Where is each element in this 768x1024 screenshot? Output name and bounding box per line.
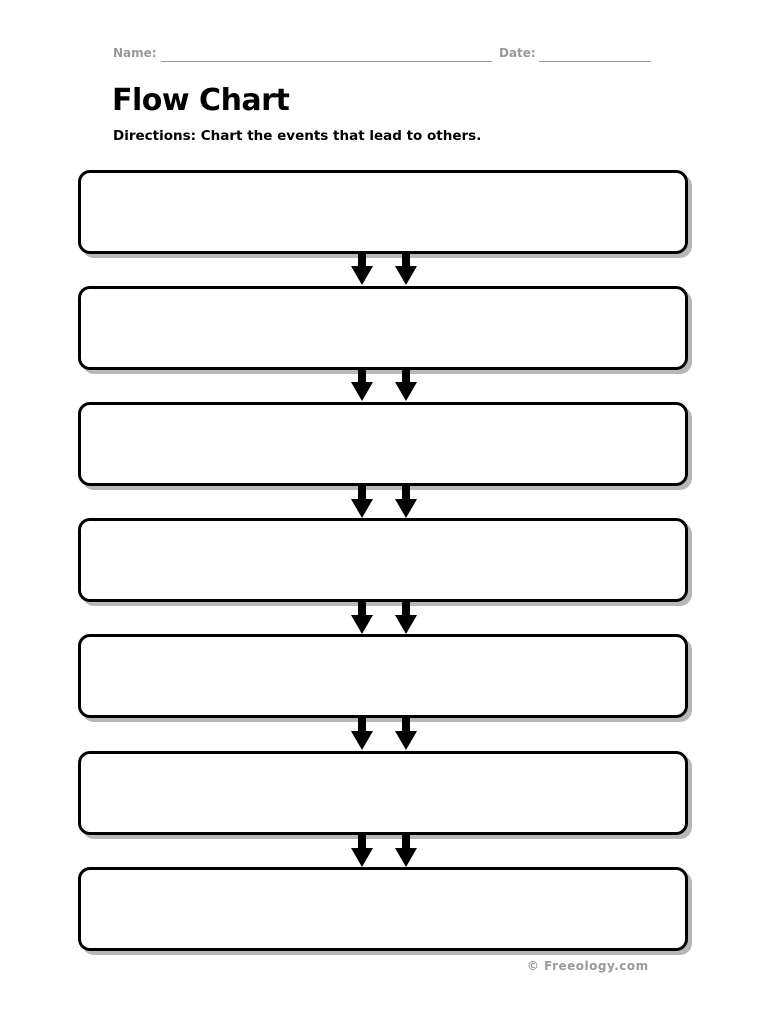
arrow-pair-4 (350, 601, 420, 635)
flow-box-4[interactable] (78, 518, 688, 602)
down-arrow-icon (351, 601, 373, 634)
down-arrow-icon (351, 252, 373, 285)
flow-box-3[interactable] (78, 402, 688, 486)
flow-box-1[interactable] (78, 170, 688, 254)
down-arrow-icon (351, 834, 373, 867)
arrow-pair-3 (350, 485, 420, 519)
footer-credit: © Freeology.com (527, 959, 649, 973)
flow-box-5[interactable] (78, 634, 688, 718)
down-arrow-icon (351, 485, 373, 518)
flow-box-7[interactable] (78, 867, 688, 951)
directions-text: Directions: Chart the events that lead to others. (113, 128, 482, 144)
down-arrow-icon (351, 368, 373, 401)
name-field[interactable] (161, 61, 492, 62)
page-title: Flow Chart (112, 83, 290, 118)
date-label: Date: (499, 46, 536, 60)
arrow-pair-6 (350, 834, 420, 868)
down-arrow-icon (395, 601, 417, 634)
down-arrow-icon (351, 717, 373, 750)
down-arrow-icon (395, 252, 417, 285)
arrow-pair-1 (350, 252, 420, 286)
down-arrow-icon (395, 717, 417, 750)
date-field[interactable] (539, 61, 651, 62)
down-arrow-icon (395, 485, 417, 518)
down-arrow-icon (395, 368, 417, 401)
name-label: Name: (113, 46, 157, 60)
flow-box-6[interactable] (78, 751, 688, 835)
arrow-pair-2 (350, 368, 420, 402)
down-arrow-icon (395, 834, 417, 867)
flow-box-2[interactable] (78, 286, 688, 370)
arrow-pair-5 (350, 717, 420, 751)
